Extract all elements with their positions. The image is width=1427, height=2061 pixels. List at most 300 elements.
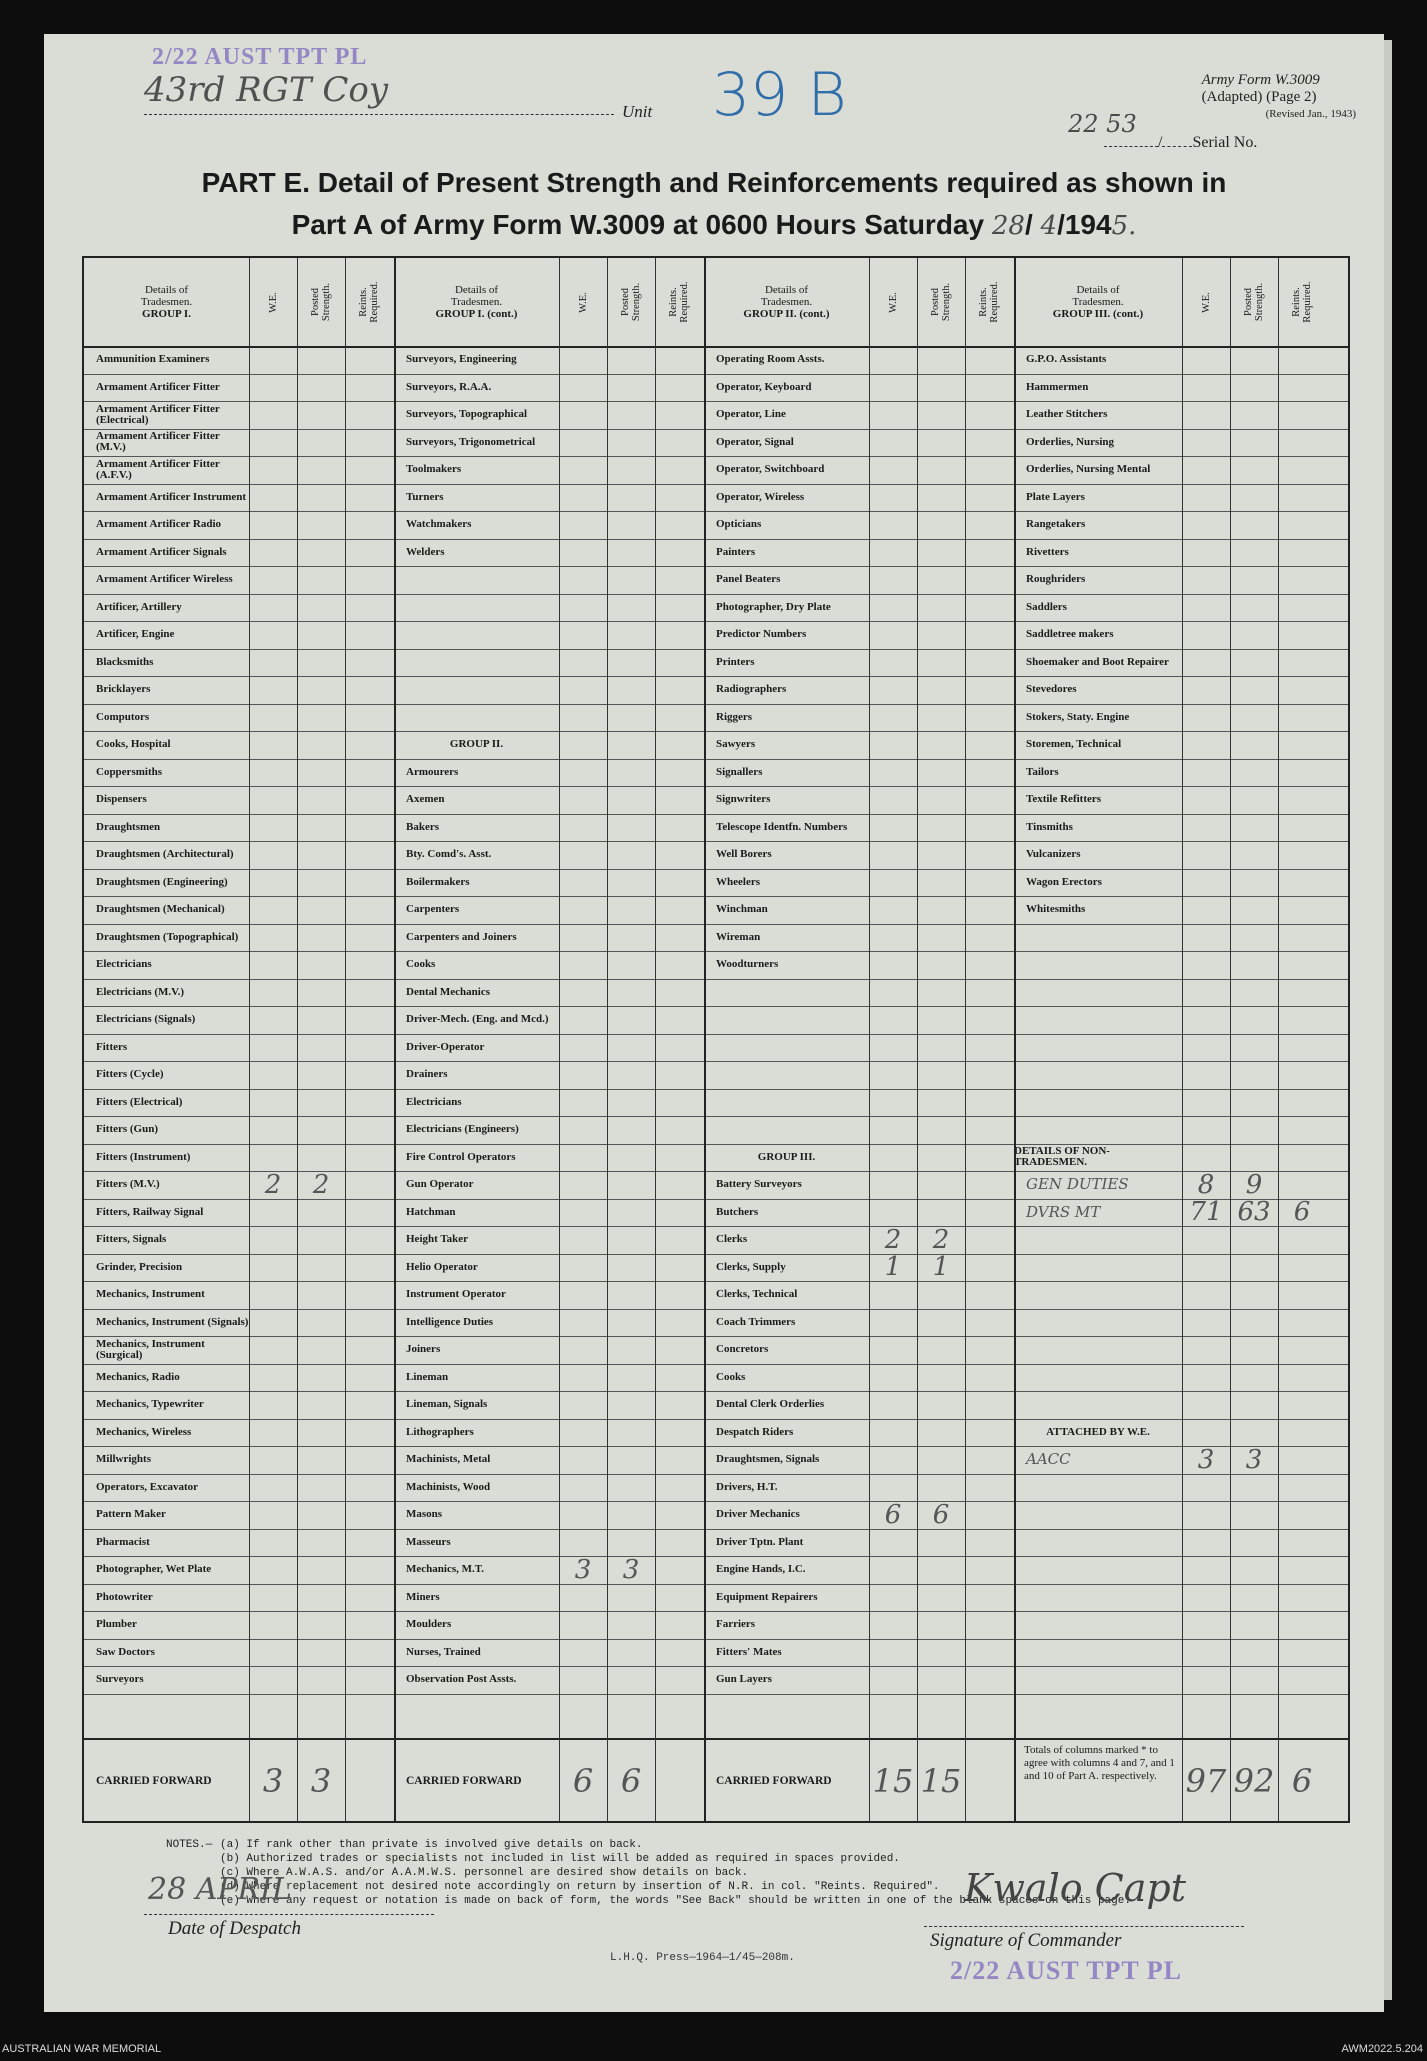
table-row: [84, 1281, 1348, 1310]
trade-label: Armament Artificer Wireless: [96, 573, 233, 586]
trade-label: Photographer, Wet Plate: [96, 1563, 212, 1576]
trade-label: [1014, 1309, 1182, 1337]
trade-label: Cooks: [406, 958, 436, 971]
table-row: [84, 1061, 1348, 1090]
trade-label: Fitters, Railway Signal: [96, 1205, 204, 1218]
unit-stamp: 2/22 AUST TPT PL: [152, 44, 368, 70]
trade-label: Mechanics, Instrument (Surgical): [96, 1337, 205, 1361]
trade-label: Painters: [716, 545, 756, 558]
trade-label: Whitesmiths: [1026, 903, 1086, 916]
entry-clerks-posted: 2: [932, 1224, 950, 1255]
table-row: [84, 1446, 1348, 1475]
group-divider: [704, 258, 706, 1821]
trade-label: [394, 621, 559, 649]
trade-label: Boilermakers: [406, 875, 470, 888]
trade-label: Butchers: [716, 1205, 759, 1218]
trade-label: Electricians (M.V.): [96, 985, 185, 998]
table-row: [84, 1199, 1348, 1228]
trade-label: Woodturners: [716, 958, 779, 971]
group-divider: [394, 258, 396, 1821]
trade-label: Mechanics, Typewriter: [96, 1398, 204, 1411]
trade-label: Riggers: [716, 710, 753, 723]
column-divider: [1278, 258, 1279, 1821]
trade-label: Draughtsmen (Engineering): [96, 875, 228, 888]
trade-label: Fitters (M.V.): [96, 1178, 160, 1191]
trade-label: Storemen, Technical: [1026, 738, 1122, 751]
reints-header: [655, 258, 703, 346]
trade-label: Electricians (Engineers): [406, 1123, 519, 1136]
trade-label: [704, 1116, 869, 1144]
entry-fitters-mv-we: 2: [264, 1169, 282, 1200]
table-row: [84, 401, 1348, 430]
trade-label: Wagon Erectors: [1026, 875, 1102, 888]
details-header-text: GROUP I. (cont.): [435, 308, 518, 320]
table-row: [84, 346, 1348, 375]
title-line-2: Part A of Army Form W.3009 at 0600 Hours Saturday 28/ 4/1945.: [291, 209, 1137, 241]
table-row: [84, 1474, 1348, 1503]
trade-label: Masons: [406, 1508, 443, 1521]
date-year-digit: 5.: [1111, 211, 1137, 241]
trade-label: Panel Beaters: [716, 573, 781, 586]
trade-label: [394, 566, 559, 594]
details-header-group-1-cont: [394, 258, 559, 346]
totals-reints: 6: [1291, 1761, 1313, 1800]
trade-label: Fitters (Instrument): [96, 1150, 191, 1163]
trade-label: Computors: [96, 710, 150, 723]
trade-label: Sawyers: [716, 738, 756, 751]
trade-label: Drainers: [406, 1068, 448, 1081]
trade-label: Saddlers: [1026, 600, 1067, 613]
trade-label: Engine Hands, I.C.: [716, 1563, 806, 1576]
trade-label: Telescope Identfn. Numbers: [716, 820, 848, 833]
trade-label: [704, 979, 869, 1007]
trade-label: Dental Clerk Orderlies: [716, 1398, 825, 1411]
trade-label: Masseurs: [406, 1535, 451, 1548]
note-c: (c) Where A.W.A.S. and/or A.A.M.W.S. personnel are desired show details on back.: [220, 1867, 749, 1879]
trade-label: Predictor Numbers: [716, 628, 807, 641]
column-divider: [917, 258, 918, 1821]
column-divider: [1230, 258, 1231, 1821]
trade-label: [704, 1089, 869, 1117]
trade-label: Toolmakers: [406, 463, 462, 476]
entry-driver-mechanics-we: 6: [884, 1499, 902, 1530]
trade-label: Clerks: [716, 1233, 748, 1246]
table-row: [84, 759, 1348, 788]
details-header-text: Details of: [454, 284, 499, 296]
trade-label: Armament Artificer Fitter: [96, 380, 220, 393]
trade-label: GROUP III.: [757, 1150, 816, 1163]
entry-dvrs-mt-posted: 63: [1237, 1197, 1271, 1228]
carried-forward-label: CARRIED FORWARD: [406, 1774, 522, 1787]
press-line: L.H.Q. Press—1964—1/45—208m.: [610, 1952, 795, 1964]
reints-header: [965, 258, 1013, 346]
trade-label: [1014, 1584, 1182, 1612]
trade-label: Fitters: [96, 1040, 128, 1053]
trade-label: ATTACHED BY W.E.: [1046, 1425, 1150, 1438]
table-row: [84, 1529, 1348, 1558]
trade-label: [1014, 1034, 1182, 1062]
carried-forward-2-we: 6: [572, 1761, 594, 1800]
table-row: [84, 1336, 1348, 1365]
entry-mechanics-mt-posted: 3: [622, 1554, 640, 1585]
table-row: [84, 429, 1348, 458]
trade-label: Battery Surveyors: [716, 1178, 802, 1191]
details-header-text: Tradesmen.: [760, 296, 813, 308]
despatch-line: [144, 1914, 434, 1915]
trade-label: Operating Room Assts.: [716, 353, 825, 366]
we-header: [249, 258, 297, 346]
trade-label: Observation Post Assts.: [406, 1673, 517, 1686]
trade-label: Mechanics, Wireless: [96, 1425, 192, 1438]
table-row: [84, 1364, 1348, 1393]
entry-aacc-we: 3: [1197, 1444, 1215, 1475]
trade-label: Surveyors, Topographical: [406, 408, 528, 421]
we-header-text: W.E.: [887, 291, 899, 313]
title-line-1: PART E. Detail of Present Strength and Reinforcements required as shown in: [201, 167, 1227, 198]
posted-header-text: Posted Strength.: [1243, 282, 1265, 322]
trade-label: [1014, 1089, 1182, 1117]
entry-dvrs-mt-reints: 6: [1293, 1197, 1311, 1228]
trade-label: Lineman, Signals: [406, 1398, 488, 1411]
trade-label: Operators, Excavator: [96, 1480, 199, 1493]
trade-label: Pharmacist: [96, 1535, 150, 1548]
trade-label: [1014, 1666, 1182, 1694]
trade-label: [1014, 1639, 1182, 1667]
trade-label: Plumber: [96, 1618, 137, 1631]
trade-label: Draughtsmen (Mechanical): [96, 903, 225, 916]
trade-label: Armament Artificer Fitter (Electrical): [96, 402, 220, 426]
details-header-group-3-cont: [1014, 258, 1182, 346]
table-row: [84, 869, 1348, 898]
table-row: [84, 704, 1348, 733]
trade-label: Intelligence Duties: [406, 1315, 494, 1328]
trade-label: Signallers: [716, 765, 763, 778]
details-header-text: Details of: [1076, 284, 1120, 296]
table-row: [84, 1556, 1348, 1585]
posted-header-text: Posted Strength.: [620, 282, 642, 322]
commander-signature: Kwalo Capt: [964, 1866, 1187, 1910]
trade-label: Pattern Maker: [96, 1508, 166, 1521]
table-row: [84, 896, 1348, 925]
footer-stamp: 2/22 AUST TPT PL: [950, 1956, 1183, 1985]
trade-label: Operator, Signal: [716, 435, 794, 448]
trade-label: [1014, 1556, 1182, 1584]
trade-label: Carpenters and Joiners: [406, 930, 517, 943]
table-row: [84, 566, 1348, 595]
trade-label: [1014, 1254, 1182, 1282]
trade-label: Wireman: [716, 930, 761, 943]
trade-label: Photographer, Dry Plate: [716, 600, 831, 613]
table-row: [84, 649, 1348, 678]
trade-label: DETAILS OF NON-TRADESMEN.: [1014, 1145, 1110, 1169]
trade-label: [704, 1006, 869, 1034]
trade-label: Operator, Wireless: [716, 490, 805, 503]
column-divider: [869, 258, 870, 1821]
trade-label: Stevedores: [1026, 683, 1077, 696]
trade-label: Well Borers: [716, 848, 772, 861]
trade-label: [1014, 1501, 1182, 1529]
trade-label: Mechanics, Instrument: [96, 1288, 205, 1301]
trade-label: [394, 704, 559, 732]
table-row: [84, 1391, 1348, 1420]
trade-label: Textile Refitters: [1026, 793, 1102, 806]
trade-label: Orderlies, Nursing: [1026, 435, 1114, 448]
trade-label: Surveyors: [96, 1673, 144, 1686]
entry-clerks-supply-posted: 1: [932, 1252, 950, 1283]
carried-forward-1-posted: 3: [310, 1761, 332, 1800]
details-header-text: Details of: [764, 284, 809, 296]
trade-label: Driver-Mech. (Eng. and Mcd.): [406, 1013, 549, 1026]
trade-label: Printers: [716, 655, 755, 668]
trade-label: [394, 594, 559, 622]
details-header-text: GROUP I.: [142, 308, 191, 320]
posted-header: [607, 258, 655, 346]
trade-label: Draughtsmen (Topographical): [96, 930, 239, 943]
caption-right: AWM2022.5.204: [1341, 2043, 1423, 2055]
trade-label: Tailors: [1026, 765, 1059, 778]
trade-label: Saddletree makers: [1026, 628, 1114, 641]
trade-label: Cooks, Hospital: [96, 738, 171, 751]
trade-label: Coach Trimmers: [716, 1315, 796, 1328]
column-divider: [249, 258, 250, 1821]
table-row: [84, 511, 1348, 540]
trade-label: Helio Operator: [406, 1260, 478, 1273]
trade-label: [1014, 924, 1182, 952]
carried-forward-2-posted: 6: [620, 1761, 642, 1800]
trade-label: Hatchman: [406, 1205, 456, 1218]
trade-label: Armament Artificer Fitter (M.V.): [96, 430, 220, 454]
trade-label: Leather Stitchers: [1026, 408, 1108, 421]
details-header-text: Tradesmen.: [140, 296, 193, 308]
trade-label: Armament Artificer Radio: [96, 518, 222, 531]
trade-label: Saw Doctors: [96, 1645, 155, 1658]
table-row: [84, 1611, 1348, 1640]
trade-label: [1014, 1391, 1182, 1419]
trade-label: Roughriders: [1026, 573, 1086, 586]
table-row: [84, 951, 1348, 980]
we-header: [1182, 258, 1230, 346]
form-line-1: Army Form W.3009: [1201, 72, 1320, 88]
entry-fitters-mv-posted: 2: [312, 1169, 330, 1200]
trade-label: Millwrights: [96, 1453, 151, 1466]
we-header-text: W.E.: [577, 291, 589, 313]
posted-header-text: Posted Strength.: [310, 282, 332, 322]
table-row: [84, 841, 1348, 870]
carried-forward-label: CARRIED FORWARD: [96, 1774, 212, 1787]
trade-label: Blacksmiths: [96, 655, 154, 668]
trade-label: Draughtsmen, Signals: [716, 1453, 820, 1466]
trade-label: Concretors: [716, 1343, 769, 1356]
trade-label: Vulcanizers: [1026, 848, 1081, 861]
trade-label: Lineman: [406, 1370, 449, 1383]
trade-label: [394, 649, 559, 677]
trade-label: Electricians: [406, 1095, 462, 1108]
reints-header-text: Reints. Required.: [1291, 281, 1313, 323]
trade-label: [1014, 951, 1182, 979]
date-day: 28: [991, 211, 1025, 241]
entry-clerks-supply-we: 1: [884, 1252, 902, 1283]
trade-label: Operator, Keyboard: [716, 380, 812, 393]
trade-label: Driver Mechanics: [716, 1508, 800, 1521]
trade-label: Joiners: [406, 1343, 441, 1356]
trade-label: Gun Layers: [716, 1673, 772, 1686]
column-divider: [297, 258, 298, 1821]
trade-label: [1014, 1006, 1182, 1034]
trade-label: Bricklayers: [96, 683, 151, 696]
trade-label: Shoemaker and Boot Repairer: [1026, 655, 1169, 668]
reints-header: [1278, 258, 1326, 346]
trade-label: Plate Layers: [1026, 490, 1085, 503]
posted-header: [1230, 258, 1278, 346]
totals-we: 97: [1185, 1761, 1227, 1800]
notes-label: NOTES.—: [166, 1839, 213, 1851]
table-row: [84, 1144, 1348, 1173]
table-row: [84, 594, 1348, 623]
trade-label: Fitters (Electrical): [96, 1095, 183, 1108]
trade-label: Operator, Line: [716, 408, 786, 421]
trade-label: Draughtsmen (Architectural): [96, 848, 234, 861]
table-row: [84, 786, 1348, 815]
trade-label: Armament Artificer Fitter (A.F.V.): [96, 457, 220, 481]
trade-label: Clerks, Technical: [716, 1288, 798, 1301]
column-divider: [965, 258, 966, 1821]
trade-label: Photowriter: [96, 1590, 153, 1603]
table-row: [84, 924, 1348, 953]
totals-posted: 92: [1233, 1761, 1275, 1800]
details-header-text: GROUP III. (cont.): [1052, 308, 1144, 320]
trade-label: Wheelers: [716, 875, 760, 888]
trade-label: Clerks, Supply: [716, 1260, 786, 1273]
date-month: 4: [1040, 211, 1058, 241]
trade-label: Signwriters: [716, 793, 771, 806]
trade-label: [1014, 1116, 1182, 1144]
column-divider: [655, 258, 656, 1821]
trade-label: Electricians (Signals): [96, 1013, 196, 1026]
trade-label: [1014, 1226, 1182, 1254]
column-divider: [607, 258, 608, 1821]
big-number: 39 B: [712, 60, 847, 130]
details-header-text: GROUP II. (cont.): [743, 308, 830, 320]
trade-label: Equipment Repairers: [716, 1590, 818, 1603]
note-b: (b) Authorized trades or specialists not included in list will be added as required in spaces provided.: [220, 1853, 900, 1865]
trade-label: Armament Artificer Instrument: [96, 490, 247, 503]
trade-label: Coppersmiths: [96, 765, 163, 778]
table-row: [84, 1584, 1348, 1613]
trade-label: Rivetters: [1026, 545, 1069, 558]
trade-label: Fitters, Signals: [96, 1233, 167, 1246]
table-row: [84, 1419, 1348, 1448]
trade-label: Opticians: [716, 518, 762, 531]
we-header: [869, 258, 917, 346]
trade-label: GEN DUTIES: [1026, 1175, 1129, 1194]
trade-label: [1014, 1611, 1182, 1639]
trade-label: Turners: [406, 490, 444, 503]
posted-header-text: Posted Strength.: [930, 282, 952, 322]
trade-label: Lithographers: [406, 1425, 474, 1438]
signature-line: [924, 1926, 1244, 1927]
trade-label: Operator, Switchboard: [716, 463, 825, 476]
trade-label: [1014, 1061, 1182, 1089]
column-divider: [559, 258, 560, 1821]
trade-label: Drivers, H.T.: [716, 1480, 778, 1493]
reints-header-text: Reints. Required.: [358, 281, 380, 323]
table-row: [84, 676, 1348, 705]
table-row: [84, 539, 1348, 568]
trade-label: Armament Artificer Signals: [96, 545, 227, 558]
table-row: [84, 979, 1348, 1008]
posted-header: [297, 258, 345, 346]
carried-forward-row: [84, 1738, 1348, 1823]
strength-table: [82, 256, 1350, 1823]
column-divider: [345, 258, 346, 1821]
trade-label: Nurses, Trained: [406, 1645, 481, 1658]
serial-label: Serial No.: [1192, 134, 1258, 151]
trade-label: Armourers: [406, 765, 459, 778]
note-e: (e) Where any request or notation is made on back of form, the words "See Back" should be written in one of the blank spaces on this page.: [220, 1895, 1131, 1907]
table-row: [84, 1501, 1348, 1530]
trade-label: Miners: [406, 1590, 440, 1603]
trade-label: Winchman: [716, 903, 768, 916]
table-row: [84, 621, 1348, 650]
form-page: [44, 34, 1384, 2012]
trade-label: [1014, 979, 1182, 1007]
posted-header: [917, 258, 965, 346]
table-row: [84, 814, 1348, 843]
table-row: [84, 484, 1348, 513]
trade-label: Machinists, Wood: [406, 1480, 491, 1493]
trade-label: Grinder, Precision: [96, 1260, 183, 1273]
trade-label: Hammermen: [1026, 380, 1089, 393]
entry-aacc-posted: 3: [1245, 1444, 1263, 1475]
trade-label: G.P.O. Assistants: [1026, 353, 1107, 366]
serial-line: / Serial No.: [1104, 134, 1354, 152]
form-number: [1202, 72, 1356, 123]
trade-label: AACC: [1026, 1450, 1071, 1469]
trade-label: Fitters' Mates: [716, 1645, 782, 1658]
entry-mechanics-mt-we: 3: [574, 1554, 592, 1585]
trade-label: Fitters (Cycle): [96, 1068, 164, 1081]
trade-label: Height Taker: [406, 1233, 469, 1246]
trade-label: [394, 676, 559, 704]
table-row: [84, 1309, 1348, 1338]
trade-label: Radiographers: [716, 683, 787, 696]
table-header: [84, 258, 1348, 348]
we-header-text: W.E.: [267, 291, 279, 313]
trade-label: Ammunition Examiners: [96, 353, 210, 366]
carried-forward-3-we: 15: [872, 1761, 914, 1800]
column-divider: [1182, 258, 1183, 1821]
carried-forward-1-we: 3: [262, 1761, 284, 1800]
entry-clerks-we: 2: [884, 1224, 902, 1255]
details-header-text: Tradesmen.: [1072, 296, 1124, 308]
trade-label: Welders: [406, 545, 445, 558]
entry-driver-mechanics-posted: 6: [932, 1499, 950, 1530]
table-row: [84, 1034, 1348, 1063]
we-header: [559, 258, 607, 346]
trade-label: Bakers: [406, 820, 439, 833]
trade-label: [704, 1034, 869, 1062]
trade-label: GROUP II.: [449, 738, 504, 751]
page-title: [44, 162, 1384, 247]
table-row: [84, 1666, 1348, 1695]
despatch-label: Date of Despatch: [168, 1918, 301, 1939]
table-row: [84, 1254, 1348, 1283]
trade-label: Despatch Riders: [716, 1425, 794, 1438]
unit-label: Unit: [622, 102, 653, 121]
trade-label: Carpenters: [406, 903, 460, 916]
trade-label: [1014, 1474, 1182, 1502]
trade-label: Surveyors, Engineering: [406, 353, 517, 366]
